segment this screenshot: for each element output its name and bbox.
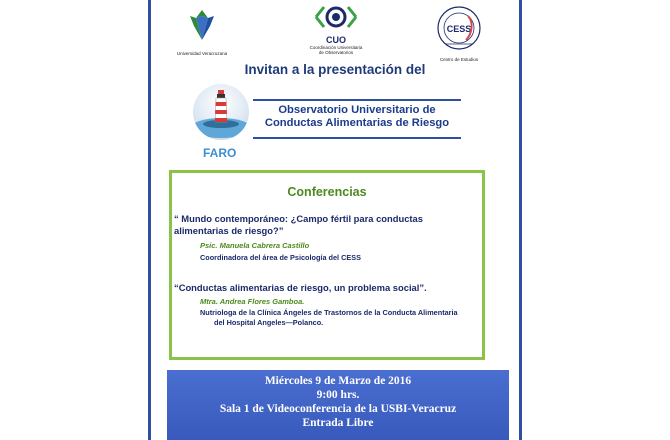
event-date: Miércoles 9 de Marzo de 2016 (264, 375, 412, 387)
talk-2-role-line2: del Hospital Angeles—Polanco. (214, 318, 324, 327)
invitation-poster (148, 0, 522, 440)
cess-caption: Centro de Estudios (439, 57, 479, 62)
talk-2-title: “Conductas alimentarias de riesgo, un problema social”. (174, 282, 427, 293)
cess-acronym: CESS (446, 24, 472, 34)
cuo-logo (281, 4, 391, 55)
cuo-caption-line2: de Observatorios (318, 50, 354, 55)
uv-emblem-icon (182, 6, 222, 46)
observatory-title-line2: Conductas Alimentarias de Riesgo (264, 117, 450, 129)
title-divider-bottom (253, 137, 461, 139)
talk-1-speaker: Psic. Manuela Cabrera Castillo (200, 241, 310, 250)
faro-label: FARO (203, 146, 237, 160)
conferences-heading: Conferencias (287, 185, 367, 199)
uv-caption: Universidad Veracruzana (176, 51, 228, 56)
event-details-box (167, 370, 509, 440)
invite-heading: Invitan a la presentación del (244, 62, 426, 77)
cuo-caption-line1: Coordinación Universitaria (309, 45, 363, 50)
talk-2-role-line1: Nutriologa de la Clínica Ángeles de Trastornos de la Conducta Alimentaria (200, 308, 458, 317)
title-divider-top (253, 99, 461, 101)
talk-2-role (200, 308, 484, 328)
conferences-box (169, 170, 485, 360)
logo-row (151, 0, 519, 60)
uv-logo (167, 6, 237, 56)
cuo-acronym: CUO (326, 35, 346, 45)
talk-2-speaker: Mtra. Andrea Flores Gamboa. (200, 297, 305, 306)
event-admission: Entrada Libre (302, 417, 374, 429)
talk-1-title: “ Mundo contemporáneo: ¿Campo fértil para conductas alimentarias de riesgo?” (174, 213, 423, 236)
observatory-title-line1: Observatorio Universitario de (278, 104, 436, 116)
lighthouse-icon (193, 84, 249, 140)
event-place: Sala 1 de Videoconferencia de la USBI-Veracruz (219, 403, 457, 415)
observatory-title (253, 104, 461, 130)
eye-icon (314, 4, 358, 30)
talk-1-role: Coordinadora del área de Psicología del CESS (200, 253, 361, 262)
faro-lighthouse-logo (193, 84, 249, 140)
cess-logo (427, 4, 491, 62)
cess-seal-icon (434, 4, 484, 52)
event-time: 9:00 hrs. (316, 389, 360, 401)
